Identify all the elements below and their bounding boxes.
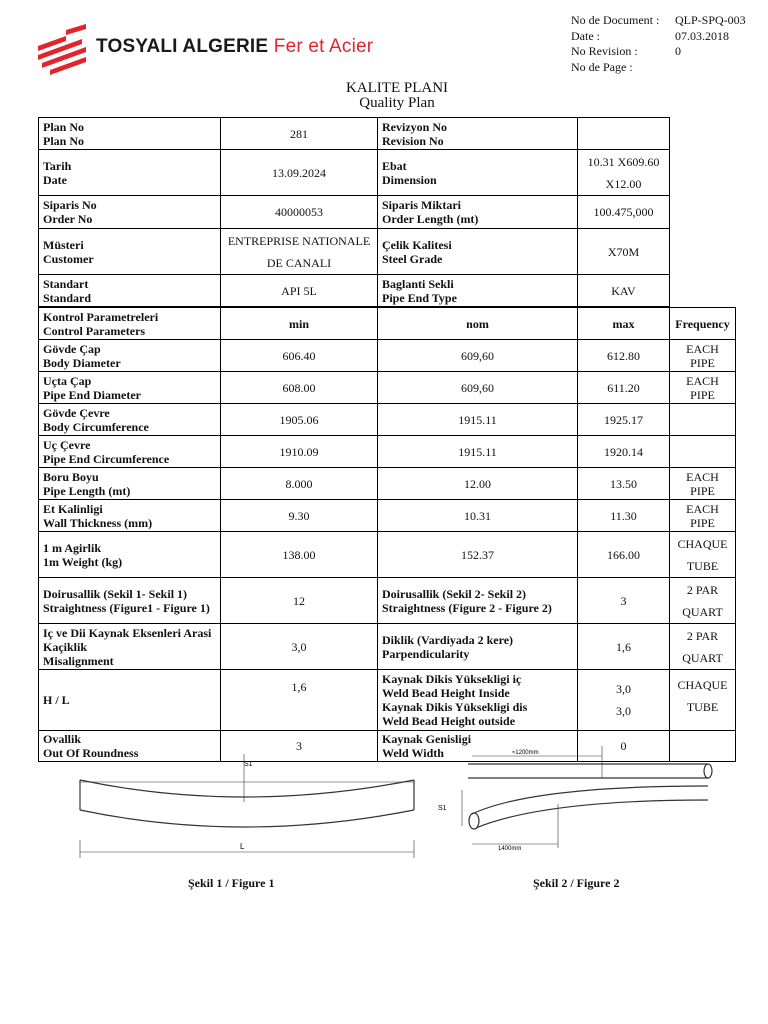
pipe-end-label: Baglanti Sekli Pipe End Type <box>378 275 578 307</box>
param-nom: 609,60 <box>378 372 578 404</box>
table-row <box>39 624 736 670</box>
revision-value <box>578 118 670 150</box>
document-info <box>571 13 761 75</box>
param-label: Iç ve Dii Kaynak Eksenleri Arasi Kaçiklik Misalignment <box>39 624 221 670</box>
grade-value: X70M <box>578 229 670 275</box>
revision-label: Revizyon No Revision No <box>378 118 578 150</box>
control-parameters-header: Kontrol Parametreleri Control Parameters <box>39 308 221 340</box>
param-label: Doirusallik (Sekil 1- Sekil 1) Straightness (Figure1 - Figure 1) <box>39 578 221 624</box>
param-label: Kaynak Dikis Yüksekligi iç Weld Bead Height Inside Kaynak Dikis Yüksekligi dis Weld Bead Height outside <box>378 670 578 731</box>
order-label: Siparis No Order No <box>39 196 221 229</box>
param-max: 13.50 <box>578 468 670 500</box>
param-value: 0 <box>578 731 670 762</box>
param-frequency: CHAQUE TUBE <box>670 670 736 731</box>
table-row <box>39 275 670 307</box>
table-row <box>39 670 736 731</box>
param-max: 1920.14 <box>578 436 670 468</box>
table-row <box>39 118 670 150</box>
figure-2-bottom-dimension: 1400mm <box>498 846 522 852</box>
param-label: 1 m Agirlik 1m Weight (kg) <box>39 532 221 578</box>
figure-2-top-dimension: ≈1200mm <box>512 750 539 756</box>
company-name <box>96 36 373 58</box>
order-length-value: 100.475,000 <box>578 196 670 229</box>
figure-1-straightness-diagram <box>76 752 422 862</box>
standard-value: API 5L <box>221 275 378 307</box>
param-max: 612.80 <box>578 340 670 372</box>
param-nom: 1915.11 <box>378 436 578 468</box>
nom-header: nom <box>378 308 578 340</box>
control-parameters-table <box>38 307 736 762</box>
param-nom: 12.00 <box>378 468 578 500</box>
figure-2-s1-label: S1 <box>438 805 447 812</box>
param-nom: 152.37 <box>378 532 578 578</box>
param-min: 608.00 <box>221 372 378 404</box>
table-row <box>39 404 736 436</box>
table-row <box>39 578 736 624</box>
param-min: 138.00 <box>221 532 378 578</box>
param-frequency: 2 PAR QUART <box>670 578 736 624</box>
param-nom: 10.31 <box>378 500 578 532</box>
figure-1-caption: Şekil 1 / Figure 1 <box>188 876 275 890</box>
param-max: 11.30 <box>578 500 670 532</box>
dimension-label: Ebat Dimension <box>378 150 578 196</box>
param-min: 8.000 <box>221 468 378 500</box>
param-label: Doirusallik (Sekil 2- Sekil 2) Straightness (Figure 2 - Figure 2) <box>378 578 578 624</box>
doc-info-row: No de Page : <box>571 59 633 74</box>
param-max: 1925.17 <box>578 404 670 436</box>
brand-name: TOSYALI ALGERIE <box>96 36 269 57</box>
customer-value: ENTREPRISE NATIONALE DE CANALI <box>221 229 378 275</box>
doc-info-row: No de Document : QLP-SPQ-003 <box>571 13 746 27</box>
figure-2-caption: Şekil 2 / Figure 2 <box>533 876 620 890</box>
param-label: Ovallik Out Of Roundness <box>39 731 221 762</box>
date-value: 13.09.2024 <box>221 150 378 196</box>
min-header: min <box>221 308 378 340</box>
date-label: Tarih Date <box>39 150 221 196</box>
param-frequency: 2 PAR QUART <box>670 624 736 670</box>
customer-label: Müsteri Customer <box>39 229 221 275</box>
param-label: Kaynak Genisligi Weld Width <box>378 731 578 762</box>
table-row <box>39 436 736 468</box>
order-value: 40000053 <box>221 196 378 229</box>
param-value: 3,0 <box>221 624 378 670</box>
pipe-end-value: KAV <box>578 275 670 307</box>
param-label: Uçta Çap Pipe End Diameter <box>39 372 221 404</box>
page-subtitle: Quality Plan <box>359 95 435 111</box>
param-frequency <box>670 436 736 468</box>
param-label: Uç Çevre Pipe End Circumference <box>39 436 221 468</box>
param-min: 9.30 <box>221 500 378 532</box>
param-frequency: EACH PIPE <box>670 372 736 404</box>
param-min: 1905.06 <box>221 404 378 436</box>
table-row <box>39 532 736 578</box>
doc-info-row: Date : 07.03.2018 <box>571 28 729 43</box>
page-title: KALITE PLANI <box>345 80 449 96</box>
param-frequency: EACH PIPE <box>670 340 736 372</box>
param-max: 611.20 <box>578 372 670 404</box>
param-nom: 609,60 <box>378 340 578 372</box>
figure-1-l-label: L <box>240 842 245 851</box>
param-max: 166.00 <box>578 532 670 578</box>
param-value: 3 <box>221 731 378 762</box>
figure-1-s1-label: S1 <box>244 761 253 768</box>
param-min: 1910.09 <box>221 436 378 468</box>
order-length-label: Siparis Miktari Order Length (mt) <box>378 196 578 229</box>
standard-label: Standart Standard <box>39 275 221 307</box>
param-label: Gövde Çevre Body Circumference <box>39 404 221 436</box>
param-value: 3 <box>578 578 670 624</box>
plan-no-value: 281 <box>221 118 378 150</box>
doc-info-row: No Revision : 0 <box>571 44 681 58</box>
table-row <box>39 196 670 229</box>
param-value: 12 <box>221 578 378 624</box>
param-value: 1,6 <box>578 624 670 670</box>
param-nom: 1915.11 <box>378 404 578 436</box>
param-label: Et Kalinligi Wall Thickness (mm) <box>39 500 221 532</box>
table-row <box>39 340 736 372</box>
param-value: 3,0 3,0 <box>578 670 670 731</box>
param-frequency <box>670 404 736 436</box>
max-header: max <box>578 308 670 340</box>
param-label: Gövde Çap Body Diameter <box>39 340 221 372</box>
table-row <box>39 150 670 196</box>
table-header-row <box>39 308 736 340</box>
param-label: Diklik (Vardiyada 2 kere) Parpendicularity <box>378 624 578 670</box>
param-value: 1,6 <box>221 670 378 731</box>
param-label: H / L <box>39 670 221 731</box>
grade-label: Çelik Kalitesi Steel Grade <box>378 229 578 275</box>
table-row <box>39 229 670 275</box>
brand-tagline: Fer et Acier <box>273 36 374 57</box>
table-row <box>39 468 736 500</box>
table-row <box>39 500 736 532</box>
figure-2-straightness-diagram <box>432 744 722 856</box>
plan-no-label: Plan No Plan No <box>39 118 221 150</box>
param-frequency: CHAQUE TUBE <box>670 532 736 578</box>
param-label: Boru Boyu Pipe Length (mt) <box>39 468 221 500</box>
dimension-value: 10.31 X609.60 X12.00 <box>578 150 670 196</box>
table-row <box>39 372 736 404</box>
param-frequency: EACH PIPE <box>670 500 736 532</box>
param-min: 606.40 <box>221 340 378 372</box>
plan-info-table <box>38 117 670 307</box>
frequency-header: Frequency <box>670 308 736 340</box>
param-frequency: EACH PIPE <box>670 468 736 500</box>
